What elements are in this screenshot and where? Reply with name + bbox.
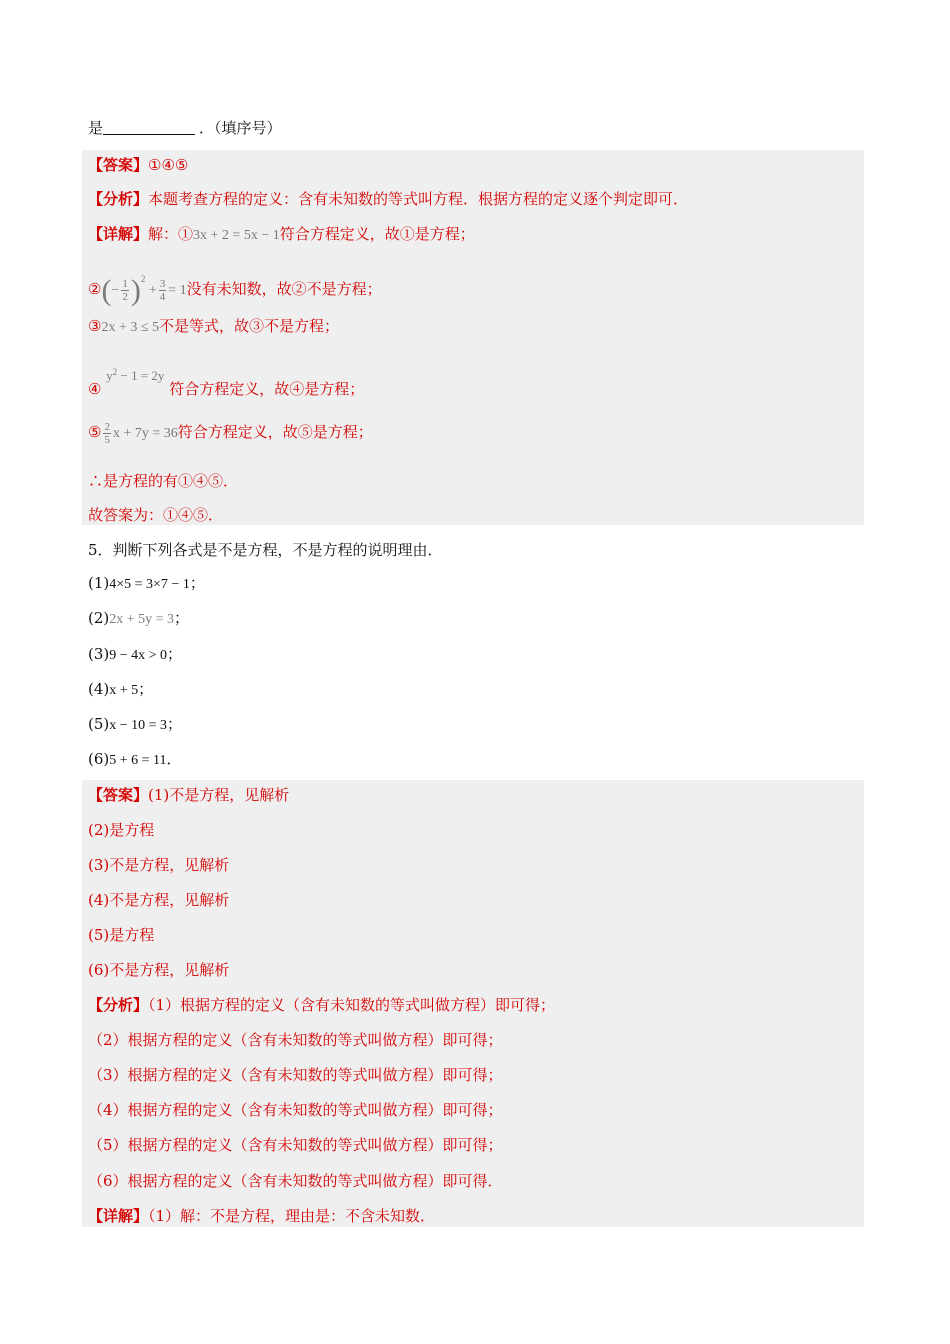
question-5-item: (3)9 − 4x > 0； [88, 645, 183, 663]
fraction-one-half: $\frac{1}{2}$ [122, 278, 128, 304]
fraction-three-quarters: $\frac{3}{4}$ [159, 278, 166, 304]
equation-2 [101, 273, 187, 307]
detail-tag: 【详解】 [88, 1207, 149, 1225]
final-answer-line [88, 505, 223, 525]
answer-line-1 [88, 155, 188, 175]
detail-tag: 【详解】 [88, 225, 149, 243]
analysis-item: （1）根据方程的定义（含有未知数的等式叫做方程）即可得； [148, 996, 556, 1014]
analysis-tag: 【分析】 [88, 996, 149, 1014]
equation-5-marker: ⑤ [88, 423, 102, 441]
question-5-item: (5)x − 10 = 3； [88, 715, 183, 733]
equation-3-marker: ③ [88, 317, 102, 335]
exponent: 2 [140, 274, 146, 284]
question-suffix: ．（填序号） [199, 119, 282, 137]
left-paren: ( [101, 273, 112, 307]
equation-5-line [88, 412, 373, 454]
equation-4-marker: ④ [88, 380, 102, 398]
answer-line-2 [88, 785, 289, 805]
equation-1: 3x + 2 = 5x − 1 [193, 228, 280, 243]
answer-item: (2)是方程 [88, 821, 155, 839]
answer-item: (1)不是方程，见解析 [148, 786, 290, 804]
equation-2-marker: ② [88, 280, 102, 298]
question-5-item: (1)4×5 = 3×7 − 1； [88, 574, 205, 592]
analysis-item: （2）根据方程的定义（含有未知数的等式叫做方程）即可得； [88, 1031, 503, 1049]
detail-intro: 解：① [148, 225, 194, 243]
answer-item: (3)不是方程，见解析 [88, 856, 230, 874]
answer-item: (5)是方程 [88, 926, 155, 944]
equation-4-verdict: 符合方程定义，故④是方程； [169, 380, 365, 398]
analysis-item: （6）根据方程的定义（含有未知数的等式叫做方程）即可得． [88, 1172, 503, 1190]
analysis-item: （3）根据方程的定义（含有未知数的等式叫做方程）即可得； [88, 1066, 503, 1084]
detail-line-2 [88, 1206, 435, 1226]
equation-5: $\frac{2}{5}$ x + 7y = 36 [104, 421, 178, 447]
final-answer-text: 故答案为：①④⑤． [88, 506, 224, 524]
equation-3-line [88, 316, 339, 338]
equation-3-verdict: 不是等式，故③不是方程； [159, 317, 340, 335]
analysis-tag: 【分析】 [88, 190, 149, 208]
equation-5-verdict: 符合方程定义，故⑤是方程； [177, 423, 373, 441]
equation-3: 2x + 3 ≤ 5 [101, 320, 160, 335]
detail-line-1 [88, 224, 475, 246]
analysis-text: 本题考查方程的定义：含有未知数的等式叫方程．根据方程的定义逐个判定即可． [148, 190, 689, 208]
minus-sign: − [111, 283, 120, 298]
right-paren: ) [130, 273, 141, 307]
therefore-line [88, 471, 238, 491]
fill-in-line [88, 118, 282, 138]
detail-text: （1）解：不是方程，理由是：不含未知数． [148, 1207, 436, 1225]
question-5-item: (6)5 + 6 = 11． [88, 750, 182, 768]
equation-4-line [88, 350, 364, 411]
equation-2-line [88, 262, 382, 308]
question-5-item: (2)2x + 5y = 3； [88, 609, 190, 627]
analysis-line-1 [88, 189, 688, 209]
question-5-item: (4)x + 5； [88, 680, 154, 698]
answer-tag: 【答案】 [88, 156, 149, 174]
equation-2-rhs: = 1 [168, 283, 187, 298]
question-prefix: 是 [88, 119, 104, 137]
fraction-two-fifths: $\frac{2}{5}$ [104, 421, 110, 447]
analysis-line-2 [88, 995, 555, 1015]
answer-text: ①④⑤ [148, 156, 189, 174]
analysis-item: （4）根据方程的定义（含有未知数的等式叫做方程）即可得； [88, 1101, 503, 1119]
equation-2-verdict: 没有未知数，故②不是方程； [186, 280, 382, 298]
answer-item: (6)不是方程，见解析 [88, 961, 230, 979]
analysis-item: （5）根据方程的定义（含有未知数的等式叫做方程）即可得； [88, 1136, 503, 1154]
equation-1-verdict: 符合方程定义，故①是方程； [279, 225, 475, 243]
answer-item: (4)不是方程，见解析 [88, 891, 230, 909]
question-5-title: 5．判断下列各式是不是方程，不是方程的说明理由． [88, 541, 443, 559]
answer-tag: 【答案】 [88, 786, 149, 804]
plus-sign: + [148, 283, 157, 298]
answer-blank [103, 119, 195, 135]
equation-4: $y^2 - 1 = 2y$ [106, 367, 165, 383]
therefore-text: ∴是方程的有①④⑤． [88, 472, 239, 490]
